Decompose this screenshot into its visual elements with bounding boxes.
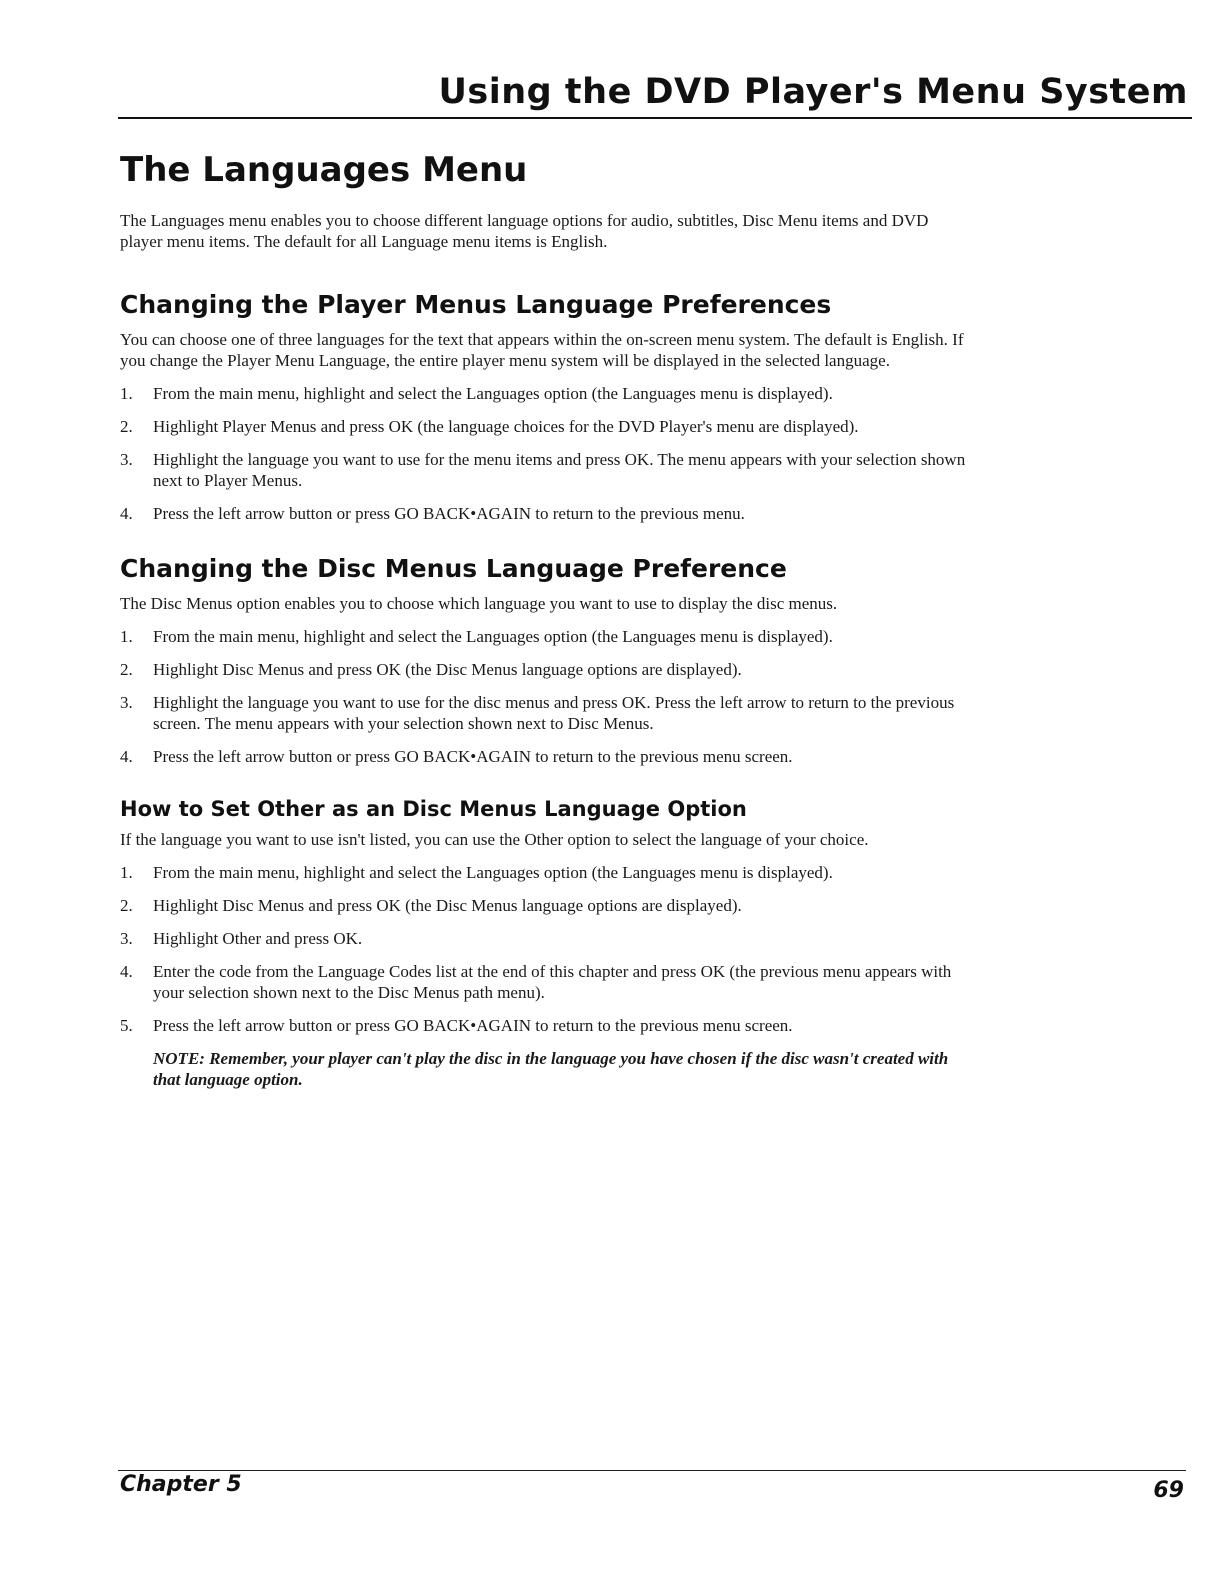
step-text: From the main menu, highlight and select the Languages option (the Languages menu is displayed). — [153, 627, 833, 646]
step-text: From the main menu, highlight and select the Languages option (the Languages menu is displayed). — [153, 863, 833, 882]
steps-list — [120, 383, 970, 524]
step-number: 1. — [120, 627, 133, 646]
step-text: Highlight Other and press OK. — [153, 929, 363, 948]
list-item — [120, 1015, 970, 1036]
list-item — [120, 961, 970, 1003]
step-number: 3. — [120, 929, 133, 948]
step-text: Press the left arrow button or press GO BACK•AGAIN to return to the previous menu screen. — [153, 1016, 793, 1035]
step-number: 2. — [120, 660, 133, 679]
footer-chapter: Chapter 5 — [120, 1472, 242, 1497]
step-number: 2. — [120, 417, 133, 436]
step-text: From the main menu, highlight and select the Languages option (the Languages menu is displayed). — [153, 384, 833, 403]
list-item — [120, 383, 970, 404]
step-text: Highlight Disc Menus and press OK (the Disc Menus language options are displayed). — [153, 660, 742, 679]
section-player-menus — [120, 290, 970, 524]
step-number: 3. — [120, 693, 133, 712]
step-text: Highlight the language you want to use for the disc menus and press OK. Press the left arrow to return to the previous screen. The menu appears with your selection shown next to Disc Menus. — [153, 693, 955, 733]
step-text: Highlight Player Menus and press OK (the language choices for the DVD Player's menu are displayed). — [153, 417, 859, 436]
section-intro: You can choose one of three languages for the text that appears within the on-screen menu system. The default is English. If you change the Player Menu Language, the entire player menu system will be displayed in the selected language. — [120, 330, 964, 370]
step-number: 1. — [120, 384, 133, 403]
section-heading: Changing the Disc Menus Language Preference — [120, 554, 787, 583]
subsection-heading: How to Set Other as an Disc Menus Language Option — [120, 797, 747, 821]
section-intro: The Disc Menus option enables you to choose which language you want to use to display the disc menus. — [120, 594, 838, 613]
step-number: 2. — [120, 896, 133, 915]
list-item — [120, 449, 970, 491]
page-content — [120, 150, 970, 1090]
list-item — [120, 895, 970, 916]
step-text: Press the left arrow button or press GO BACK•AGAIN to return to the previous menu screen. — [153, 747, 793, 766]
step-text: Press the left arrow button or press GO BACK•AGAIN to return to the previous menu. — [153, 504, 745, 523]
list-item — [120, 626, 970, 647]
section-intro: If the language you want to use isn't listed, you can use the Other option to select the language of your choice. — [120, 830, 869, 849]
intro-paragraph: The Languages menu enables you to choose different language options for audio, subtitles, Disc Menu items and DVD player menu items. The default for all Language menu items is English. — [120, 211, 929, 251]
list-item — [120, 416, 970, 437]
step-number: 4. — [120, 504, 133, 523]
list-item — [120, 692, 970, 734]
step-text: Highlight the language you want to use for the menu items and press OK. The menu appears with your selection shown next to Player Menus. — [153, 450, 966, 490]
steps-list — [120, 626, 970, 767]
step-text: Highlight Disc Menus and press OK (the Disc Menus language options are displayed). — [153, 896, 742, 915]
list-item — [120, 659, 970, 680]
footer-rule — [118, 1470, 1186, 1471]
running-header: Using the DVD Player's Menu System — [438, 72, 1188, 112]
list-item — [120, 928, 970, 949]
note: NOTE: Remember, your player can't play the disc in the language you have chosen if the disc wasn't created with that language option. — [153, 1049, 949, 1089]
steps-list — [120, 862, 970, 1036]
page-number: 69 — [1153, 1478, 1184, 1503]
step-text: Enter the code from the Language Codes list at the end of this chapter and press OK (the previous menu appears with your selection shown next to the Disc Menus path menu). — [153, 962, 952, 1002]
list-item — [120, 862, 970, 883]
step-number: 4. — [120, 962, 133, 981]
step-number: 3. — [120, 450, 133, 469]
list-item — [120, 746, 970, 767]
page-title: The Languages Menu — [120, 150, 528, 190]
list-item — [120, 503, 970, 524]
step-number: 4. — [120, 747, 133, 766]
header-rule — [118, 117, 1192, 119]
section-disc-menus — [120, 554, 970, 767]
step-number: 1. — [120, 863, 133, 882]
section-other-language — [120, 797, 970, 1090]
step-number: 5. — [120, 1016, 133, 1035]
section-heading: Changing the Player Menus Language Preferences — [120, 290, 832, 319]
